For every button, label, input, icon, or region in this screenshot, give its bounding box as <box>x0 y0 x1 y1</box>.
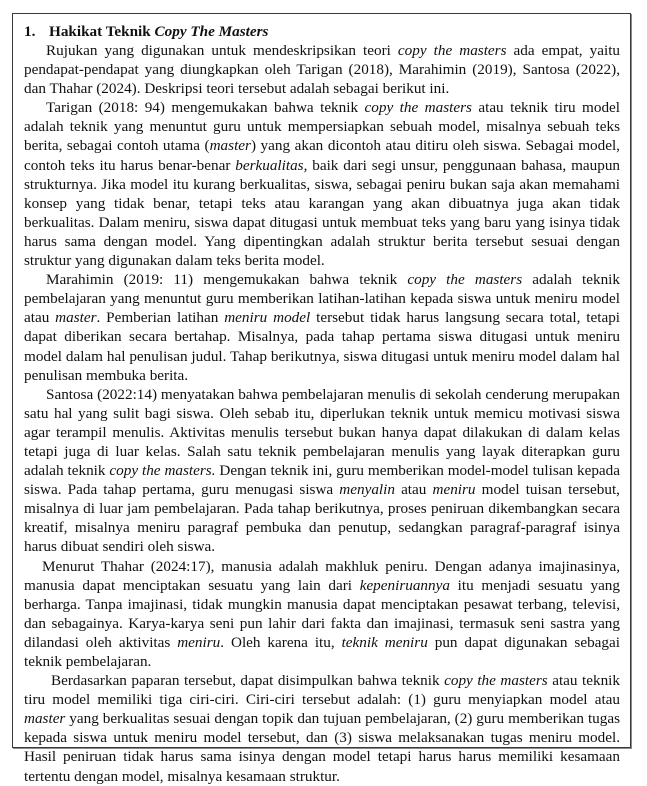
text-run: tersebut tidak harus langsung secara total, tetapi dapat diberikan secara bertahap. Misalnya, pada tahap pertama siswa ditugasi untuk meniru model dalam hal penulisan judul. Tahap berikutnya, siswa ditugasi untuk meniru model dalam hal penulisan membuka berita. <box>24 309 621 384</box>
section-heading <box>24 22 620 41</box>
paragraph-intro <box>24 41 620 98</box>
document-frame <box>12 13 631 785</box>
text-run: atau teknik tiru model adalah teknik yang menuntut guru untuk mempersiapkan sebuah model, misalnya sebuah teks berita, sebagai contoh utama ( <box>24 99 621 155</box>
italic-term: kepeniruannya <box>359 576 450 594</box>
text-run: adalah teknik pembelajaran yang menuntut guru memberikan latihan-latihan kepada siswa untuk meniru model atau <box>24 271 620 327</box>
italic-term: copy the masters. <box>109 462 216 480</box>
paragraph-tarigan <box>24 98 620 270</box>
text-run: ada empat, yaitu pendapat-pendapat yang diungkapkan oleh Tarigan (2018), Marahimin (2019), Santosa (2022), dan Thahar (2024). Deskripsi teori tersebut adalah sebagai berikut ini. <box>24 42 621 98</box>
text-run: baik dari segi unsur, penggunaan bahasa, maupun strukturnya. Jika model itu kurang berkualitas, siswa, sebagai peniru bukan saja akan memahami konsep yang tidak benar, tetapi teks atau karangan yang akan dibuatnya juga akan tidak berkualitas. Dalam meniru, siswa dapat ditugasi untuk membuat teks yang baru yang isinya tidak harus sama dengan model. Yang dipentingkan adalah struktur berita tersebut sesuai dengan struktur yang digunakan dalam teks berita model. <box>24 156 621 270</box>
italic-term: teknik meniru <box>341 633 428 651</box>
text-run: itu menjadi sesuatu yang berharga. Tanpa imajinasi, tidak mungkin manusia dapat menciptakan pesawat terbang, televisi, dan sebagainya. Karya-karya seni pun lahir dari fakta dan imajinasi, termasuk seni sastra yang dilandasi oleh aktivitas <box>24 576 620 651</box>
text-run: Marahimin (2019: 11) mengemukakan bahwa teknik <box>46 271 408 289</box>
italic-term: master <box>209 137 251 155</box>
italic-term: copy the masters <box>444 672 548 690</box>
text-run: Rujukan yang digunakan untuk mendeskripsikan teori <box>46 42 398 59</box>
italic-term: master <box>24 710 66 728</box>
italic-term: copy the masters <box>364 99 472 117</box>
italic-term: master <box>55 309 97 327</box>
italic-term: berkualitas, <box>235 156 308 174</box>
text-run: Dengan teknik ini, guru memberikan model-model tulisan kepada siswa. Pada tahap pertama, guru menugasi siswa <box>24 462 620 499</box>
text-run: . Oleh karena itu, <box>220 633 342 651</box>
text-run: Tarigan (2018: 94) mengemukakan bahwa teknik <box>46 99 365 117</box>
italic-term: copy the masters <box>407 271 523 289</box>
text-run: yang berkualitas sesuai dengan topik dan tujuan pembelajaran, (2) guru memberikan tugas kepada siswa untuk meniru model tersebut, dan (3) siswa melaksanakan tugas meniru model. Hasil peniruan tidak harus sama isinya dengan model tetapi harus harus memiliki kesamaan tertentu dengan model, misalnya kesamaan struktur. <box>24 710 620 785</box>
paragraph-conclusion <box>24 671 620 786</box>
section-title-prefix: Hakikat Teknik <box>49 23 155 40</box>
text-run: Berdasarkan paparan tersebut, dapat disimpulkan bahwa teknik <box>51 672 445 690</box>
section-number: 1. <box>24 23 36 40</box>
text-run: Menurut Thahar (2024:17), manusia adalah makhluk peniru. Dengan adanya imajinasinya, manusia dapat menciptakan sesuatu yang lain dari <box>24 557 620 594</box>
section-title <box>49 22 268 41</box>
italic-term: meniru <box>432 481 476 499</box>
italic-term: meniru model <box>224 309 311 327</box>
text-run: . Pemberian latihan <box>96 309 225 327</box>
italic-term: meniru <box>177 633 221 651</box>
section-title-italic: Copy The Masters <box>154 23 269 40</box>
paragraph-marahimin <box>24 270 620 385</box>
paragraph-santosa <box>24 385 620 557</box>
text-run: atau <box>394 481 433 499</box>
italic-term: menyalin <box>339 481 395 499</box>
paragraph-thahar <box>24 557 620 672</box>
text-run: ) yang akan dicontoh atau ditiru oleh siswa. Sebagai model, contoh teks itu harus benar-benar <box>24 137 620 174</box>
text-run: Santosa (2022:14) menyatakan bahwa pembelajaran menulis di sekolah cenderung merupakan satu hal yang sulit bagi siswa. Oleh sebab itu, diperlukan teknik untuk memicu motivasi siswa agar terampil menulis. Aktivitas menulis tersebut bukan hanya dapat dilakukan di dalam kelas tetapi juga di luar kelas. Salah satu teknik pembelajaran menulis yang layak diterapkan guru adalah teknik <box>24 385 620 480</box>
italic-term: copy the masters <box>397 42 507 59</box>
text-run: atau teknik tiru model memiliki tiga ciri-ciri. Ciri-ciri tersebut adalah: (1) guru menyiapkan model atau <box>24 672 620 709</box>
text-run: model tuisan tersebut, misalnya di luar jam pembelajaran. Pada tahap berikutnya, proses peniruan dikembangkan secara kreatif, misalnya meniru paragraf pembuka dan penutup, sedangkan paragraf-paragraf isinya harus dibuat sendiri oleh siswa. <box>24 481 620 556</box>
text-run: pun dapat digunakan sebagai teknik pembelajaran. <box>24 633 620 670</box>
